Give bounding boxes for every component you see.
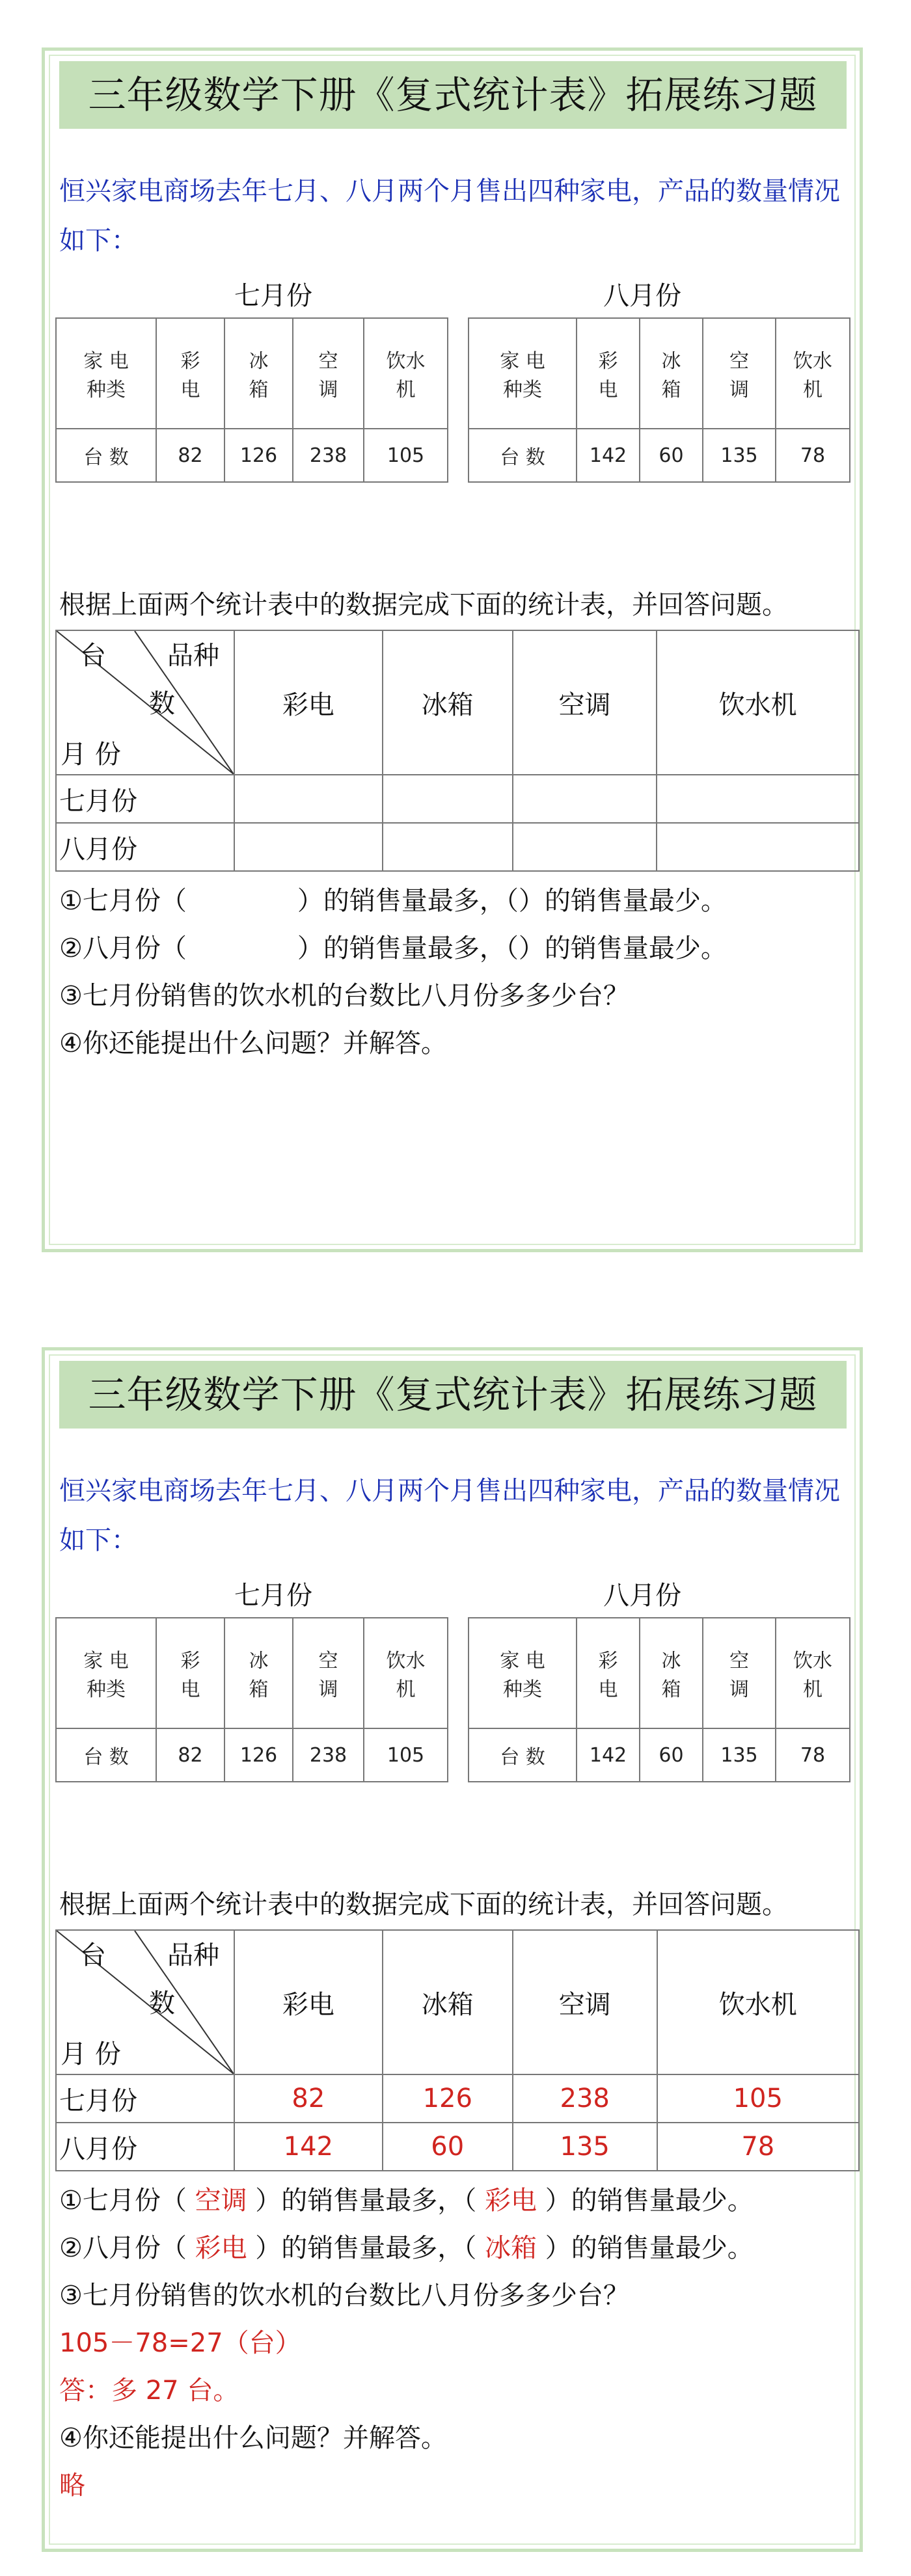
q2-suffix: ）的销售量最少。: [545, 2233, 754, 2263]
header-cell: 调: [729, 379, 749, 401]
q2-prefix: ②八月份（: [59, 2233, 187, 2263]
value-cell: 135: [703, 1728, 776, 1782]
fill-cell[interactable]: [657, 823, 859, 871]
answer-cell: 78: [657, 2123, 859, 2171]
q1-most-answer: 空调: [195, 2186, 247, 2216]
header-cell: 种类: [503, 1678, 542, 1701]
question-3: ③七月份销售的饮水机的台数比八月份多多少台？: [59, 981, 629, 1011]
fill-cell[interactable]: [383, 823, 513, 871]
row-header: 七月份: [56, 2074, 234, 2123]
header-cell: 调: [318, 1678, 338, 1701]
row-label: 台 数: [469, 429, 577, 482]
corner-top: 台: [80, 1940, 106, 1970]
fill-cell[interactable]: [513, 823, 657, 871]
value-cell: 142: [577, 429, 640, 482]
value-cell: 82: [156, 1728, 224, 1782]
corner-bottom: 月 份: [61, 2039, 121, 2069]
worksheet-title: 三年级数学下册《复式统计表》拓展练习题: [59, 61, 847, 129]
header-cell: 彩: [598, 350, 618, 373]
q1-rest: ）的销售量最多，（）的销售量最少。: [297, 886, 727, 916]
fill-cell[interactable]: [513, 775, 657, 823]
july-source-table: [55, 1617, 448, 1782]
value-cell: 142: [577, 1728, 640, 1782]
fill-cell[interactable]: [657, 775, 859, 823]
answer-cell: 82: [234, 2074, 383, 2123]
value-cell: 60: [640, 1728, 703, 1782]
compound-table-answered: [55, 1929, 860, 2171]
q2-prefix: ②八月份（: [59, 933, 187, 963]
header-cell: 冰: [661, 1650, 681, 1672]
problem-intro: 恒兴家电商场去年七月、八月两个月售出四种家电，产品的数量情况如下：: [59, 1476, 840, 1555]
column-header: 饮水机: [657, 1930, 859, 2074]
answer-cell: 105: [657, 2074, 859, 2123]
q1-mid: ）的销售量最多，（: [255, 2186, 477, 2216]
q1-prefix: ①七月份（: [59, 2186, 187, 2216]
row-header: 七月份: [56, 775, 234, 823]
fill-cell[interactable]: [383, 775, 513, 823]
column-header: 冰箱: [383, 630, 513, 775]
august-caption: 八月份: [603, 1581, 681, 1611]
worksheet-answers: [42, 1347, 863, 2552]
header-cell: 空: [729, 1650, 749, 1672]
diagonal-header: [56, 630, 234, 775]
column-header: 彩电: [234, 630, 383, 775]
table-prompt: 根据上面两个统计表中的数据完成下面的统计表，并回答问题。: [59, 1890, 788, 1920]
q2-mid: ）的销售量最多，（: [255, 2233, 477, 2263]
question-1: [59, 880, 727, 917]
header-cell: 电: [180, 379, 200, 401]
header-cell: 种类: [87, 379, 126, 401]
header-cell: 家 电: [500, 350, 545, 373]
header-cell: 箱: [661, 1678, 681, 1701]
column-header: 饮水机: [657, 630, 859, 775]
q2-most-answer: 彩电: [195, 2233, 247, 2263]
august-source-table: [468, 1617, 850, 1782]
value-cell: 105: [364, 429, 448, 482]
diagonal-header: [56, 1930, 234, 2074]
august-caption: 八月份: [603, 281, 681, 311]
header-cell: 空: [729, 350, 749, 373]
q2-least-answer: 冰箱: [485, 2233, 537, 2263]
row-header: 八月份: [56, 2123, 234, 2171]
value-cell: 78: [776, 1728, 850, 1782]
july-caption: 七月份: [234, 1581, 312, 1611]
column-header: 彩电: [234, 1930, 383, 2074]
header-cell: 家 电: [500, 1650, 545, 1672]
corner-top: 台: [80, 641, 106, 671]
header-cell: 调: [318, 379, 338, 401]
header-cell: 彩: [598, 1650, 618, 1672]
column-header: 空调: [513, 1930, 657, 2074]
compound-table-blank: [55, 630, 860, 872]
column-header: 空调: [513, 630, 657, 775]
july-source-table: [55, 317, 448, 483]
header-cell: 箱: [249, 379, 269, 401]
fill-cell[interactable]: [234, 775, 383, 823]
header-cell: 彩: [180, 1650, 200, 1672]
value-cell: 126: [224, 429, 293, 482]
corner-kind: 品种: [167, 1940, 219, 1970]
fill-cell[interactable]: [234, 823, 383, 871]
corner-bottom: 月 份: [61, 740, 121, 770]
value-cell: 135: [703, 429, 776, 482]
worksheet-blank: [42, 47, 863, 1252]
header-cell: 饮水: [793, 1650, 832, 1672]
answer-cell: 238: [513, 2074, 657, 2123]
header-cell: 冰: [249, 1650, 269, 1672]
question-3: ③七月份销售的饮水机的台数比八月份多多少台？: [59, 2281, 629, 2311]
q2-rest: ）的销售量最多，（）的销售量最少。: [297, 933, 727, 963]
header-cell: 家 电: [83, 350, 129, 373]
corner-kind: 品种: [167, 641, 219, 671]
value-cell: 238: [293, 1728, 364, 1782]
value-cell: 78: [776, 429, 850, 482]
header-cell: 机: [396, 1678, 416, 1701]
header-cell: 种类: [503, 379, 542, 401]
header-cell: 种类: [87, 1678, 126, 1701]
value-cell: 82: [156, 429, 224, 482]
problem-intro: 恒兴家电商场去年七月、八月两个月售出四种家电，产品的数量情况如下：: [59, 176, 840, 256]
row-header: 八月份: [56, 823, 234, 871]
q1-suffix: ）的销售量最少。: [545, 2186, 754, 2216]
corner-num: 数: [149, 689, 175, 719]
header-cell: 机: [803, 1678, 823, 1701]
header-cell: 调: [729, 1678, 749, 1701]
header-cell: 饮水: [386, 1650, 426, 1672]
question-4: ④你还能提出什么问题？并解答。: [59, 2423, 447, 2453]
column-header: 冰箱: [383, 1930, 513, 2074]
row-label: 台 数: [469, 1728, 577, 1782]
header-cell: 家 电: [83, 1650, 129, 1672]
q4-answer: 略: [59, 2471, 85, 2501]
value-cell: 60: [640, 429, 703, 482]
q1-least-answer: 彩电: [485, 2186, 537, 2216]
corner-num: 数: [149, 1989, 175, 2019]
value-cell: 105: [364, 1728, 448, 1782]
header-cell: 电: [598, 379, 618, 401]
worksheet-title: 三年级数学下册《复式统计表》拓展练习题: [59, 1361, 847, 1429]
header-cell: 箱: [249, 1678, 269, 1701]
question-2: [59, 928, 727, 965]
header-cell: 冰: [249, 350, 269, 373]
value-cell: 126: [224, 1728, 293, 1782]
header-cell: 饮水: [793, 350, 832, 373]
answer-cell: 142: [234, 2123, 383, 2171]
july-caption: 七月份: [234, 281, 312, 311]
q3-answer: 答：多 27 台。: [59, 2376, 239, 2406]
august-source-table: [468, 317, 850, 483]
q1-prefix: ①七月份（: [59, 886, 187, 916]
header-cell: 饮水: [386, 350, 426, 373]
header-cell: 机: [803, 379, 823, 401]
question-2-answered: [59, 2227, 754, 2264]
question-4: ④你还能提出什么问题？并解答。: [59, 1028, 447, 1058]
answer-cell: 135: [513, 2123, 657, 2171]
answer-cell: 60: [383, 2123, 513, 2171]
answer-cell: 126: [383, 2074, 513, 2123]
q3-calculation: 105－78=27（台）: [59, 2328, 301, 2358]
row-label: 台 数: [56, 1728, 156, 1782]
value-cell: 238: [293, 429, 364, 482]
header-cell: 彩: [180, 350, 200, 373]
table-prompt: 根据上面两个统计表中的数据完成下面的统计表，并回答问题。: [59, 590, 788, 620]
header-cell: 空: [318, 1650, 338, 1672]
row-label: 台 数: [56, 429, 156, 482]
header-cell: 电: [180, 1678, 200, 1701]
header-cell: 机: [396, 379, 416, 401]
question-1-answered: [59, 2180, 754, 2217]
header-cell: 空: [318, 350, 338, 373]
header-cell: 冰: [661, 350, 681, 373]
header-cell: 电: [598, 1678, 618, 1701]
header-cell: 箱: [661, 379, 681, 401]
